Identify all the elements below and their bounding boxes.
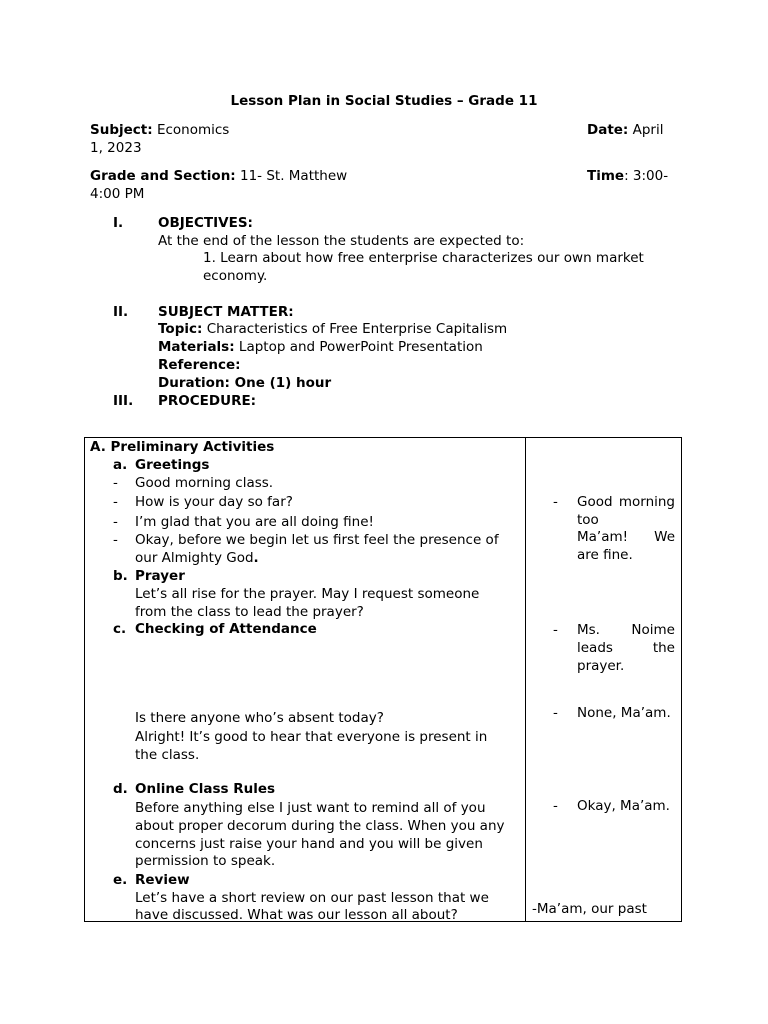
date-value-continued: 1, 2023 [90,140,142,156]
response-text: are fine. [577,547,633,563]
date-value: April [632,122,664,138]
attendance-text: Is there anyone who’s absent today? [135,710,384,726]
greeting-line: I’m glad that you are all doing fine! [135,514,374,530]
preliminary-activities-heading: A. Preliminary Activities [90,439,275,455]
objectives-intro: At the end of the lesson the students are expected to: [158,233,525,249]
attendance-text: the class. [135,747,200,763]
response-bullet: - [553,798,558,814]
greeting-period: . [253,550,259,566]
time-label: Time [587,168,625,184]
reference-label: Reference: [158,357,241,373]
response-bullet: - [553,705,558,721]
review-text: Let’s have a short review on our past lesson that we [135,890,489,906]
rules-letter: d. [113,781,128,797]
attendance-letter: c. [113,621,127,637]
greeting-line: Okay, before we begin let us first feel the presence of [135,532,499,548]
response-text: Ms. Noime [577,622,675,638]
response-bullet: - [553,494,558,510]
response-text: leads the [577,640,675,656]
bullet-dash: - [113,475,118,491]
materials-value: Laptop and PowerPoint Presentation [238,339,483,355]
topic-label: Topic: [158,321,203,337]
response-text: prayer. [577,658,625,674]
prayer-text: from the class to lead the prayer? [135,604,364,620]
response-text: -Ma’am, our past [532,901,647,917]
attendance-heading: Checking of Attendance [135,621,317,637]
time-value: : 3:00- [624,168,669,184]
subject-matter-numeral: II. [113,304,129,320]
bullet-dash: - [113,532,118,548]
subject-line [90,121,229,139]
greeting-line: Good morning class. [135,475,274,491]
date-label: Date: [587,122,629,138]
procedure-numeral: III. [113,393,134,409]
subject-label: Subject: [90,122,153,138]
greetings-letter: a. [113,457,128,473]
table-column-divider [525,437,526,922]
response-text: Ma’am! We [577,529,675,545]
rules-text: Before anything else I just want to remind all of you [135,800,486,816]
time-value-continued: 4:00 PM [90,186,145,202]
greeting-line: How is your day so far? [135,494,293,510]
grade-value: 11- St. Matthew [240,168,348,184]
page-title: Lesson Plan in Social Studies – Grade 11 [230,93,538,109]
subject-matter-heading: SUBJECT MATTER: [158,304,294,320]
prayer-letter: b. [113,568,128,584]
rules-heading: Online Class Rules [135,781,276,797]
review-text: have discussed. What was our lesson all about? [135,907,458,923]
duration-line: Duration: One (1) hour [158,375,332,391]
response-bullet: - [553,622,558,638]
review-letter: e. [113,872,128,888]
materials-label: Materials: [158,339,235,355]
response-text: Okay, Ma’am. [577,798,670,814]
topic-line [158,320,507,338]
prayer-heading: Prayer [135,568,185,584]
objective-item: 1. Learn about how free enterprise characterizes our own market [203,250,644,266]
prayer-text: Let’s all rise for the prayer. May I request someone [135,586,480,602]
rules-text: about proper decorum during the class. When you any [135,818,505,834]
objective-item-continued: economy. [203,268,268,284]
attendance-text: Alright! It’s good to hear that everyone is present in [135,729,488,745]
rules-text: concerns just raise your hand and you will be given [135,836,483,852]
bullet-dash: - [113,514,118,530]
greeting-text: our Almighty God [135,550,254,566]
procedure-heading: PROCEDURE: [158,393,257,409]
grade-line [90,167,347,185]
topic-value: Characteristics of Free Enterprise Capitalism [206,321,508,337]
time-line [587,167,668,185]
objectives-heading: OBJECTIVES: [158,215,253,231]
greeting-line-continued [135,549,259,567]
subject-value: Economics [156,122,230,138]
response-text: Good morning too [577,494,675,528]
grade-label: Grade and Section: [90,168,236,184]
objectives-numeral: I. [113,215,124,231]
date-line [587,121,663,139]
materials-line [158,338,483,356]
rules-text: permission to speak. [135,853,276,869]
response-text: None, Ma’am. [577,705,671,721]
review-heading: Review [135,872,190,888]
bullet-dash: - [113,494,118,510]
greetings-heading: Greetings [135,457,210,473]
